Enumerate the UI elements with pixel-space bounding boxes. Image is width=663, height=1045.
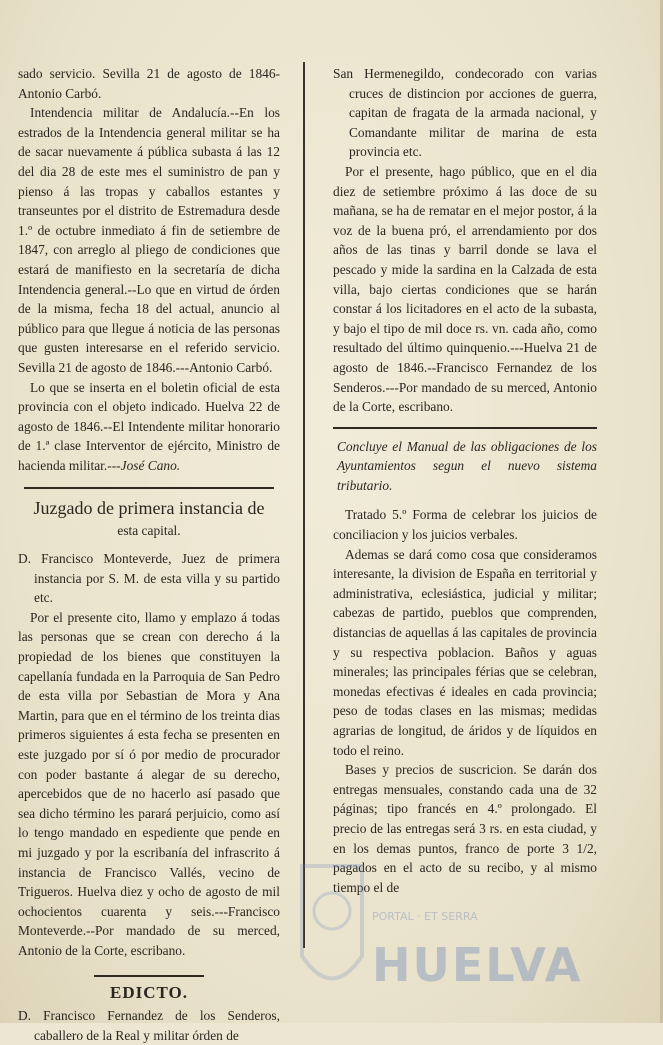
left-paragraph-4: D. Francisco Monteverde, Juez de primera instancia por S. M. de esta villa y su partido etc. [18, 551, 280, 606]
left-paragraph-3-signature: José Cano. [120, 457, 181, 473]
edicto-divider [94, 975, 204, 977]
right-paragraph-2: Por el presente, hago público, que en el dia diez de setiembre próximo á las doce de su mañana, se ha de rematar en el mejor postor, á la voz de la buena pró, el arrendamiento por dos años de las tinas y barril donde se lava el pescado y mide la sardina en la Calzada de esta villa, bajo ciertas condiciones que se harán constar á los licitadores en el acto de la subasta, y bajo el tipo de mil doce rs. vn. cada año, como resultado del último quinquenio.---Huelva 21 de agosto de 1846.--Francisco Fernandez de los Senderos.---Por mandado de su merced, Antonio de la Corte, escribano. [333, 163, 597, 415]
left-paragraph-5: Por el presente cito, llamo y emplazo á todas las personas que se crean con derecho á la propiedad de los bienes que constituyen la capellanía fundada en la Parroquia de San Pedro de esta villa por Sebastian de Mora y Ana Martin, para que en el término de los treinta dias primeros siguientes á esta fecha se presenten en este juzgado por sí ó por medio de procurador con poder bastante á alegar de su derecho, apercebidos que de no hacerlo así pasado que sea dicho término les parará perjuicio, como así lo tengo mandado en espediente que pende en mi juzgado y por la escribanía del infrascrito á instancia de Francisco Vallés, vecino de Trigueros. Huelva diez y ocho de agosto de mil ochocientos cuarenta y seis.---Francisco Monteverde.--Por mandado de su merced, Antonio de la Corte, escribano. [18, 609, 280, 958]
edicto-title: EDICTO. [109, 982, 188, 1002]
left-paragraph-2: Intendencia militar de Andalucía.--En los estrados de la Intendencia general militar se ha de sacar nuevamente á pública subasta á las 12 del dia 28 de este mes el suministro de pan y pienso á las tropas y caballos estantes y transeuntes por el distrito de Estremadura desde 1.º de octubre inmediato á fin de setiembre de 1847, con arreglo al pliego de condiciones que estará de manifiesto en la secretaría de dicha Intendencia general.--Lo que en virtud de órden de la misma, fecha 18 del actual, anuncio al público para que llegue á noticia de las personas que gusten interesarse en el referido servicio. Sevilla 21 de agosto de 1846.---Antonio Carbó. [18, 105, 280, 375]
left-paragraph-6: D. Francisco Fernandez de los Senderos, caballero de la Real y militar órden de [18, 1008, 280, 1043]
right-paragraph-1: San Hermenegildo, condecorado con varias cruces de distincion por acciones de guerra, capitan de fragata de la armada nacional, y Comandante militar de marina de esta provincia etc. [333, 66, 597, 160]
column-divider [303, 62, 305, 948]
watermark-subtext: PORTAL · ET SERRA [372, 910, 478, 923]
right-paragraph-4: Ademas se dará como cosa que consideramos interesante, la division de España en territorial y administrativa, eclesiástica, judicial y militar; cabezas de partido, pueblos que comprenden, distancias de aquellas á las capitales de provincia y su respectiva poblacion. Baños y aguas minerales; las principales férias que se celebran, monedas efectivas é ideales en cada provincia; peso de todas clases en las mismas; medidas agrarias de longitud, de áridos y de líquidos en todo el reino. [333, 546, 597, 758]
section-subtitle: esta capital. [117, 523, 181, 539]
right-column [333, 64, 597, 897]
right-paragraph-5: Bases y precios de suscricion. Se darán dos entregas mensuales, constando cada una de 32 páginas; tipo francés en 4.º prolongado. El precio de las entregas será 3 rs. en esta ciudad, y en los demas puntos, franco de porte 3 1/2, pagados en el acto de su recibo, y al mismo tiempo el de [333, 762, 597, 895]
left-column [18, 64, 280, 1045]
right-paragraph-3: Tratado 5.º Forma de celebrar los juicios de conciliacion y los juicios verbales. [333, 507, 597, 543]
section-divider [24, 487, 274, 489]
left-paragraph-1: sado servicio. Sevilla 21 de agosto de 1846-Antonio Carbó. [18, 66, 280, 101]
manual-heading: Concluye el Manual de las obligaciones de los Ayuntamientos segun el nuevo sistema tributario. [337, 438, 597, 493]
left-paragraph-3-text: Lo que se inserta en el boletin oficial de esta provincia con el objeto indicado. Huelva 22 de agosto de 1846.--El Intendente militar honorario de 1.ª clase Interventor de ejército, Ministro de hacienda militar.--- [18, 379, 280, 473]
watermark-text: HUELVA [372, 938, 583, 992]
right-section-divider [333, 427, 597, 429]
section-title: Juzgado de primera instancia de [33, 498, 265, 519]
left-paragraph-3 [18, 378, 280, 476]
